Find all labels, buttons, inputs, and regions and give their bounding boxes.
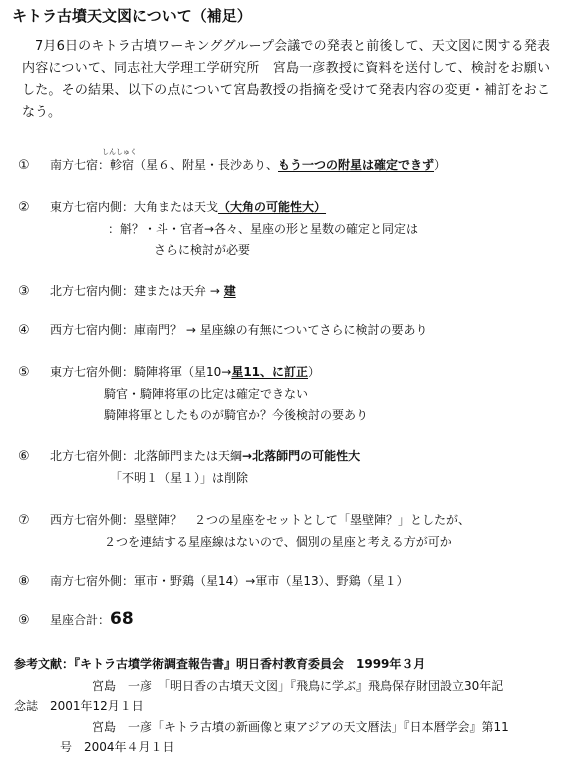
item-text-end: ） xyxy=(308,365,321,379)
list-item-5 xyxy=(18,363,320,380)
list-item-9 xyxy=(18,609,134,629)
item-text: 南方七宿外側：軍市・野鶏（星14）→軍市（星13）、野鶏（星１） xyxy=(50,574,409,588)
item-number: ⑦ xyxy=(18,513,30,528)
list-item-7 xyxy=(18,511,470,528)
reference-line-5: 号 2004年４月１日 xyxy=(60,740,175,754)
item-text-end: ） xyxy=(434,158,447,172)
list-item-2 xyxy=(18,198,326,215)
item-text: 北方七宿内側：建または天弁 → xyxy=(50,284,224,298)
item-2-sub-2: さらに検討が必要 xyxy=(154,243,251,257)
item-text: 北方七宿外側：北落師門または天綱 xyxy=(50,449,243,463)
item-5-sub-1: 騎官・騎陣将軍の比定は確定できない xyxy=(104,387,309,401)
intro-paragraph: 7月6日のキトラ古墳ワーキンググループ会議での発表と前後して、天文図に関する発表内容について、同志社大学理工学研究所 宮島一彦教授に資料を送付して、検討をお願いした。その結果、以下の点について宮島教授の指摘を受けて発表内容の変更・補訂をおこなう。 xyxy=(22,39,550,120)
item-emphasis: もう一つの附星は確定できず xyxy=(278,158,435,172)
item-5-sub-2: 騎陣将軍としたものが騎官か？今後検討の要あり xyxy=(104,408,369,422)
item-number: ② xyxy=(18,200,30,215)
star-total-value: 68 xyxy=(110,609,134,629)
item-emphasis: 星11、に訂正 xyxy=(231,365,309,379)
reference-line-1: 参考文献：『キトラ古墳学術調査報告書』明日香村教育委員会 1999年３月 xyxy=(14,657,426,671)
item-emphasis: （大角の可能性大） xyxy=(218,200,327,214)
item-text: 西方七宿内側：庫南門？ → 星座線の有無についてさらに検討の要あり xyxy=(50,323,428,337)
list-item-8 xyxy=(18,572,409,589)
list-item-4 xyxy=(18,321,427,338)
item-number: ⑤ xyxy=(18,365,30,380)
item-emphasis: 建 xyxy=(223,284,236,298)
item-number: ① xyxy=(18,158,30,173)
ruby-annotation: しんしゅく xyxy=(102,148,137,156)
reference-line-3: 念誌 2001年12月１日 xyxy=(14,699,144,713)
reference-line-4: 宮島 一彦「キトラ古墳の新画像と東アジアの天文暦法」『日本暦学会』第11 xyxy=(92,720,509,734)
item-text: 星座合計： xyxy=(50,613,111,627)
item-number: ④ xyxy=(18,323,30,338)
item-7-sub-1: ２つを連結する星座線はないので、個別の星座と考える方が可か xyxy=(104,535,452,549)
item-6-sub-1: 「不明１（星１）」は削除 xyxy=(110,471,249,485)
list-item-1 xyxy=(18,156,446,173)
item-number: ⑨ xyxy=(18,613,30,628)
item-number: ⑧ xyxy=(18,574,30,589)
item-text: 南方七宿：軫宿（星６、附星・長沙あり、 xyxy=(50,158,279,172)
list-item-3 xyxy=(18,282,236,299)
item-text: 西方七宿外側：塁壁陣？ ２つの星座をセットとして「塁壁陣？」としたが、 xyxy=(50,513,471,527)
item-text: 東方七宿外側：騎陣将軍（星10→ xyxy=(50,365,232,379)
item-emphasis: →北落師門の可能性大 xyxy=(242,449,361,463)
item-2-sub-1: ：斛？・斗・官者→各々、星座の形と星数の確定と同定は xyxy=(108,222,419,236)
list-item-6 xyxy=(18,447,360,464)
item-number: ⑥ xyxy=(18,449,30,464)
item-number: ③ xyxy=(18,284,30,299)
item-text: 東方七宿内側：大角または天戈 xyxy=(50,200,219,214)
reference-line-2: 宮島 一彦 「明日香の古墳天文図」『飛鳥に学ぶ』飛鳥保存財団設立30年記 xyxy=(92,679,504,693)
page-title: キトラ古墳天文図について（補足） xyxy=(12,7,252,25)
